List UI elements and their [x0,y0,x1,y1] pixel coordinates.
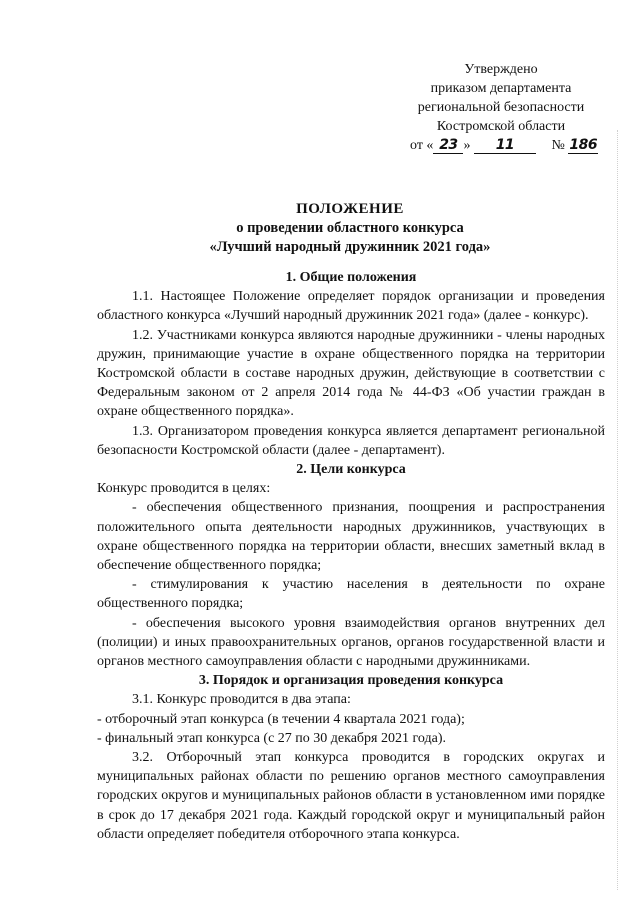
approval-date-line [396,136,606,155]
approval-line: приказом департамента [430,81,572,96]
date-close: » [463,138,471,153]
paragraph: Конкурс проводится в целях: [97,481,271,497]
paragraph: 3.2. Отборочный этап конкурса проводится в городских округах и муниципальных районах области по решению органов местного самоуправления городских округов и муниципальных районов области в установленном ими порядке в срок до 17 декабря 2021 года. Каждый городской округ и муниципальный район области определяет победителя отборочного этапа конкурса. [97,750,605,842]
document-title-block [100,200,600,257]
section-heading: 3. Порядок и организация проведения конкурса [198,673,504,689]
list-item: - обеспечения общественного признания, поощрения и распространения положительного опыта деятельности народных дружинников, участвующих в охране общественного порядка на территории области, внесших заметный вклад в обеспечение общественного порядка; [97,500,605,574]
paragraph: 3.1. Конкурс проводится в два этапа: [132,692,351,708]
list-item: - стимулирования к участию населения в деятельности по охране общественного порядка; [97,577,605,612]
paragraph: 1.3. Организатором проведения конкурса является департамент региональной безопасности Костромской области (далее - департамент). [97,423,605,458]
paragraph: 1.2. Участниками конкурса являются народные дружинники - члены народных дружин, принимающие участие в охране общественного порядка на территории Костромской области в составе народных дружин, действующие в соответствии с Федеральным законом от 2 апреля 2014 года № 44-ФЗ «Об участии граждан в охране общественного порядка». [97,327,605,420]
document-title: ПОЛОЖЕНИЕ [296,201,404,217]
list-item: - финальный этап конкурса (с 27 по 30 декабря 2021 года). [97,730,446,746]
list-item: - обеспечения высокого уровня взаимодействия органов внутренних дел (полиции) и иных правоохранительных органов, органов государственной власти и органов местного самоуправления области с народными дружинниками. [97,615,605,670]
approval-line: региональной безопасности [417,100,585,115]
number-prefix: № [551,138,565,153]
scan-margin-artifact [615,130,618,890]
paragraph: 1.1. Настоящее Положение определяет порядок организации и проведения областного конкурса «Лучший народный дружинник 2021 года» (далее - конкурс). [97,289,605,324]
list-item: - отборочный этап конкурса (в течении 4 квартала 2021 года); [97,711,465,727]
section-heading: 1. Общие положения [285,270,417,285]
approval-stamp [396,60,606,155]
approval-line: Костромской области [436,119,566,134]
document-body [97,268,605,844]
date-prefix: от « [410,138,434,153]
date-month: 11 [474,138,536,154]
section-heading: 2. Цели конкурса [296,462,406,478]
document-subtitle: «Лучший народный дружинник 2021 года» [209,239,491,255]
approval-title: Утверждено [464,62,538,77]
date-day: 23 [433,138,463,154]
document-subtitle: о проведении областного конкурса [236,220,464,236]
order-number: 186 [569,137,598,153]
